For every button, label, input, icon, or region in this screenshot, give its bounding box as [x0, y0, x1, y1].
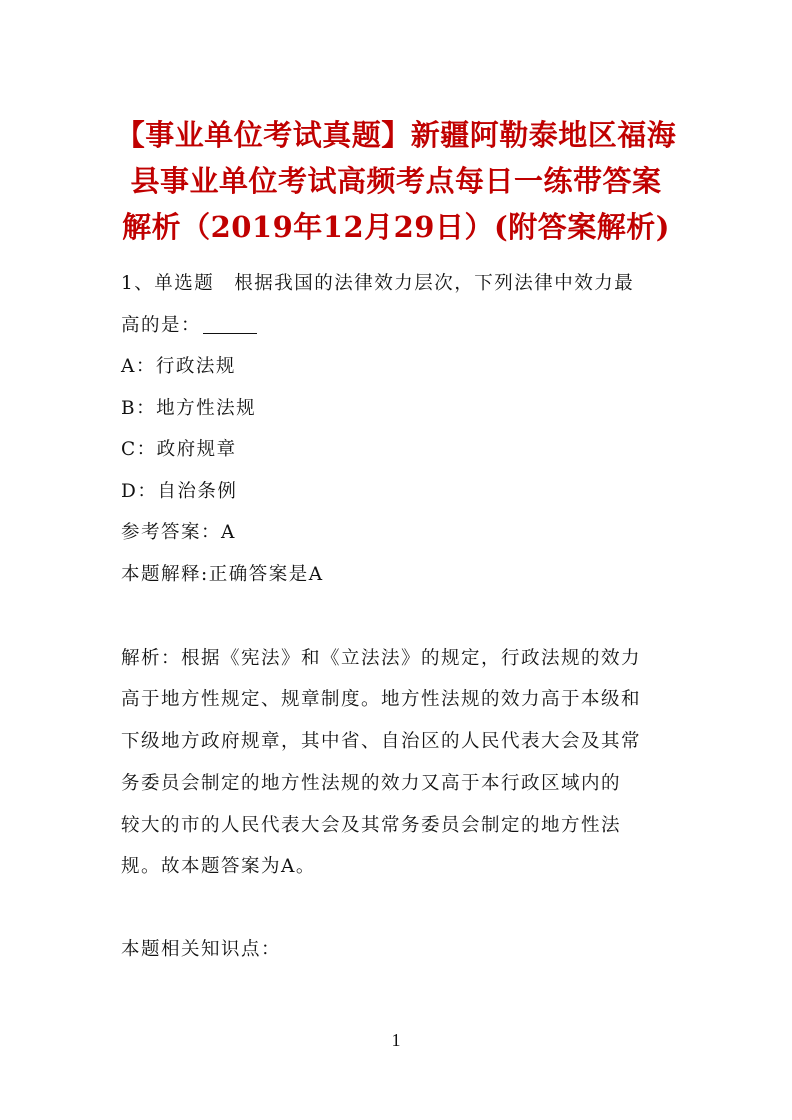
- analysis-line: 解析：根据《宪法》和《立法法》的规定，行政法规的效力: [121, 648, 642, 669]
- reference-answer: 参考答案：A: [121, 522, 236, 543]
- option-c: C：政府规章: [121, 439, 237, 460]
- question-stem-text: 高的是：: [121, 315, 202, 336]
- analysis-line: 较大的市的人民代表大会及其常务委员会制定的地方性法: [121, 815, 622, 836]
- option-b: B：地方性法规: [121, 398, 257, 419]
- title-line: 【事业单位考试真题】新疆阿勒泰地区福海: [115, 118, 677, 152]
- option-a: A：行政法规: [121, 356, 236, 377]
- analysis-line: 高于地方性规定、规章制度。地方性法规的效力高于本级和: [121, 689, 642, 710]
- question-stem-line: [121, 313, 257, 339]
- title-line: 解析（2019年12月29日）(附答案解析): [122, 210, 670, 244]
- knowledge-heading: 本题相关知识点：: [121, 939, 282, 960]
- analysis-line: 下级地方政府规章，其中省、自治区的人民代表大会及其常: [121, 731, 642, 752]
- analysis-line: 务委员会制定的地方性法规的效力又高于本行政区域内的: [121, 773, 622, 794]
- title-line: 县事业单位考试高频考点每日一练带答案: [130, 164, 662, 198]
- explanation-short: 本题解释:正确答案是A: [121, 564, 324, 585]
- analysis-line: 规。故本题答案为A。: [121, 856, 316, 877]
- page-number: 1: [391, 1030, 401, 1050]
- option-d: D：自治条例: [121, 481, 238, 502]
- question-stem-line: 1、单选题 根据我国的法律效力层次，下列法律中效力最: [121, 273, 635, 294]
- answer-blank: [203, 315, 257, 334]
- document-title: [100, 112, 692, 250]
